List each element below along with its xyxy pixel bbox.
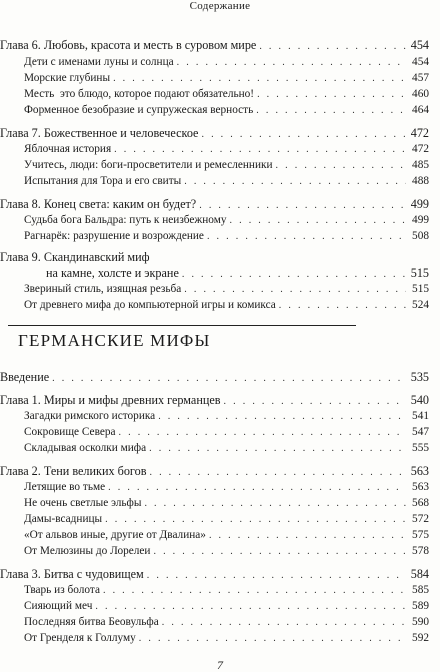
toc-page-number: 488 [412,175,429,187]
toc-entry-title: От древнего мифа до компьютерной игры и комикса [24,299,276,311]
dot-leader [177,56,406,70]
dot-leader [207,230,406,244]
toc-entry[interactable] [24,583,429,598]
dot-leader [158,410,406,424]
dot-leader [114,143,406,157]
toc-entry[interactable] [24,441,429,456]
toc-page-number: 472 [412,143,429,155]
dot-leader [153,545,406,559]
toc-page-number: 508 [412,230,429,242]
toc-entry[interactable] [24,213,429,228]
toc-page-number: 547 [412,426,429,438]
toc-chapter-1[interactable] [0,393,429,409]
toc-entry[interactable] [24,631,429,646]
toc-page-number: 515 [412,283,429,295]
toc-entry-title: Месть это блюдо, которое подают обязательно! [24,88,255,100]
toc-entry[interactable] [24,282,429,297]
toc-entry-title: Сияющий меч [24,600,93,612]
toc-page-number: 589 [412,600,429,612]
dot-leader [149,442,406,456]
toc-chapter-8[interactable] [0,197,429,213]
dot-leader [257,88,406,102]
toc-page-number: 585 [412,584,429,596]
dot-leader [184,175,406,189]
dot-leader [162,616,406,630]
toc-introduction[interactable] [0,370,429,386]
toc-page-number: 524 [412,299,429,311]
dot-leader [224,395,406,409]
toc-entry-title: Летящие во тьме [24,481,106,493]
toc-entry-title: Складывая осколки мифа [24,442,147,454]
toc-chapter-title: Глава 3. Битва с чудовищем [0,567,144,581]
toc-entry[interactable] [24,55,429,70]
toc-entry[interactable] [24,174,429,189]
toc-entry-title: Не очень светлые эльфы [24,497,142,509]
toc-entry-title: Дети с именами луны и солнца [24,56,174,68]
toc-entry[interactable] [24,599,429,614]
toc-entry-title: Морские глубины [24,72,111,84]
toc-entry-title: Дамы-всадницы [24,513,103,525]
toc-entry[interactable] [24,544,429,559]
toc-page-number: 457 [412,72,429,84]
toc-chapter-title: Введение [0,370,50,384]
toc-chapter-title: Глава 2. Тени великих богов [0,464,147,478]
toc-page-number: 464 [412,104,429,116]
dot-leader [105,513,406,527]
toc-entry[interactable] [24,496,429,511]
toc-entry-title: Рагнарёк: разрушение и возрождение [24,230,204,242]
toc-page-number: 454 [410,38,429,52]
toc-chapter-3[interactable] [0,567,429,583]
toc-page-number: 499 [410,197,429,211]
toc-entry[interactable] [24,480,429,495]
dot-leader [103,584,406,598]
dot-leader [149,466,406,480]
dot-leader [113,72,406,86]
toc-entry-title: Последняя битва Беовульфа [24,616,159,628]
toc-entry[interactable] [24,142,429,157]
dot-leader [256,104,406,118]
toc-chapter-7[interactable] [0,126,429,142]
toc-page-number: 563 [410,464,429,478]
dot-leader [52,372,406,386]
toc-chapter-title-continued: на камне, холсте и экране [46,266,179,280]
toc-entry-title: Сокровище Севера [24,426,116,438]
toc-entry-title: Испытания для Тора и его свиты [24,175,182,187]
toc-entry[interactable] [24,409,429,424]
toc-page-number: 578 [412,545,429,557]
dot-leader [279,299,406,313]
dot-leader [144,497,406,511]
dot-leader [276,159,406,173]
toc-entry-title: «От альвов иные, другие от Двалина» [24,529,206,541]
page-number: 7 [217,658,223,672]
toc-page-number: 472 [410,126,429,140]
dot-leader [95,600,406,614]
toc-page-number: 584 [410,567,429,581]
toc-chapter-title: Глава 6. Любовь, красота и месть в суровом мире [0,38,257,52]
toc-page-number: 575 [412,529,429,541]
dot-leader [119,426,406,440]
toc-page-number: 460 [412,88,429,100]
dot-leader [139,632,406,646]
toc-entry[interactable] [24,158,429,173]
toc-chapter-9-continued[interactable] [46,266,429,282]
toc-page-number: 590 [412,616,429,628]
section-title: ГЕРМАНСКИЕ МИФЫ [18,331,211,350]
dot-leader [182,268,406,282]
dot-leader [230,214,407,228]
toc-entry-title: Загадки римского историка [24,410,156,422]
toc-entry[interactable] [24,425,429,440]
toc-entry-title: Тварь из болота [24,584,100,596]
dot-leader [201,128,406,142]
toc-page-number: 592 [412,632,429,644]
toc-entry-title: От Гренделя к Голлуму [24,632,136,644]
toc-page-number: 540 [410,393,429,407]
dot-leader [108,481,406,495]
dot-leader [209,529,406,543]
toc-chapter-title: Глава 9. Скандинавский миф [0,250,150,264]
toc-entry-title: Учитесь, люди: боги-просветители и ремесленники [24,159,273,171]
toc-entry[interactable] [24,528,429,543]
toc-entry[interactable] [24,298,429,313]
toc-chapter-9[interactable] [0,250,150,264]
toc-page-number: 572 [412,513,429,525]
toc-entry-title: От Мелюзины до Лорелеи [24,545,151,557]
toc-entry-title: Судьба бога Бальдра: путь к неизбежному [24,214,227,226]
toc-entry[interactable] [24,71,429,86]
running-head: Содержание [189,0,251,12]
toc-page-number: 568 [412,497,429,509]
toc-chapter-title: Глава 7. Божественное и человеческое [0,126,199,140]
toc-entry-title: Форменное безобразие и супружеская верность [24,104,254,116]
toc-entry-title: Звериный стиль, изящная резьба [24,283,182,295]
toc-page-number: 563 [412,481,429,493]
toc-entry[interactable] [24,229,429,244]
toc-page-number: 541 [412,410,429,422]
toc-entry[interactable] [24,103,429,118]
toc-chapter-title: Глава 8. Конец света: каким он будет? [0,197,197,211]
toc-entry[interactable] [24,615,429,630]
toc-page-number: 515 [410,266,429,280]
toc-page-number: 499 [412,214,429,226]
toc-chapter-6[interactable] [0,38,429,54]
dot-leader [184,283,406,297]
section-divider [8,325,356,326]
dot-leader [199,199,406,213]
toc-entry[interactable] [24,87,429,102]
toc-entry[interactable] [24,512,429,527]
toc-page-number: 535 [410,370,429,384]
toc-page-number: 454 [412,56,429,68]
dot-leader [147,569,406,583]
toc-entry-title: Яблочная история [24,143,112,155]
dot-leader [259,40,406,54]
toc-chapter-2[interactable] [0,464,429,480]
toc-page-number: 555 [412,442,429,454]
toc-chapter-title: Глава 1. Миры и мифы древних германцев [0,393,221,407]
toc-page-number: 485 [412,159,429,171]
